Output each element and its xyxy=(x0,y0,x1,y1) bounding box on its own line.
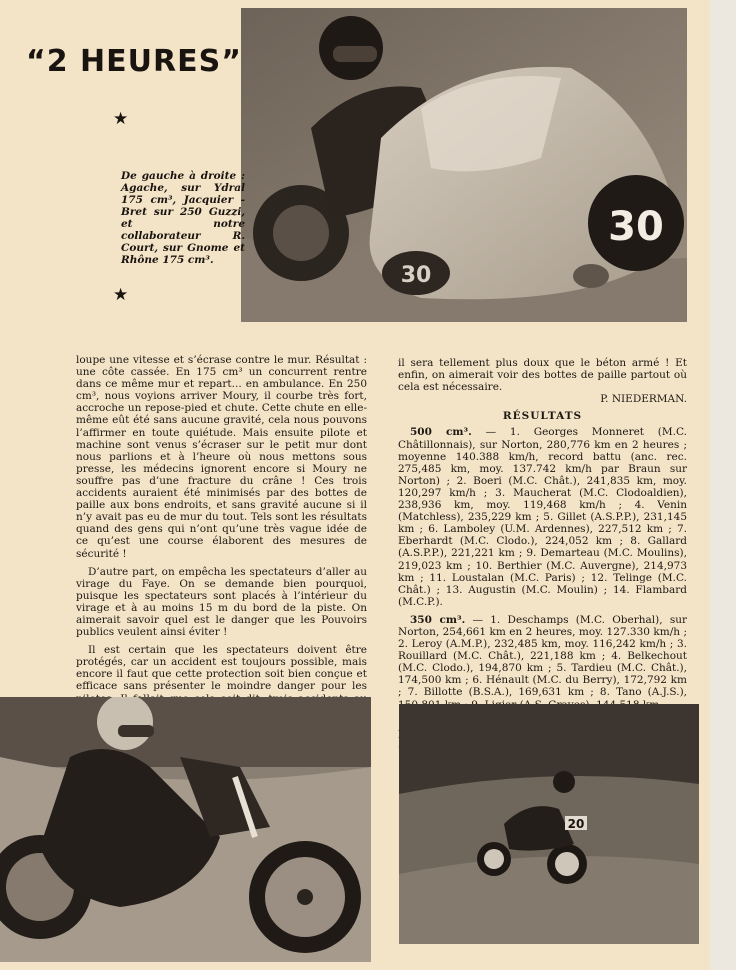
star-ornament-bottom: ★ xyxy=(113,285,129,305)
photo-top-motorcycle xyxy=(241,8,687,322)
results-text: — 1. Georges Monneret (M.C. Châtillonnais), sur Norton, 280,776 km en 2 heures ; moyenne 140.388 km/h, record battu (anc. rec. 275,485 km, moy. 137.742 km/h par Braun sur Norton) ; 2. Boeri (M.C. Chât.), 241,835 km, moy. 120,297 km/h ; 3. Maucherat (M.C. Clodoaldien), 238,936 km, moy. 119,468 km/h ; 4. Venin (Matchless), 235,229 km ; 5. Gillet (A.S.P.P.), 231,145 km ; 6. Lamboley (U.M. Ardennes), 227,512 km ; 7. Eberhardt (M.C. Clodo.), 224,052 km ; 8. Gallard (A.S.P.P.), 221,221 km ; 9. Demarteau (M.C. Moulins), 219,023 km ; 10. Berthier (M.C. Auvergne), 214,973 km ; 11. Loustalan (M.C. Paris) ; 12. Telinge (M.C. Chât.) ; 13. Augustin (M.C. Moulin) ; 14. Flambard (M.C.P.). xyxy=(398,426,687,608)
article-paragraph-1: loupe une vitesse et s’écrase contre le mur. Résultat : une côte cassée. En 175 cm³ un concurrent rentre dans ce même mur et repart... en ambulance. En 250 cm³, nous voyions arriver Moury, il courbe très fort, accroche un repose-pied et chute. Cette chute en elle-même eût été sans aucune gravité, cela nous pouvons l’affirmer en toute quiétude. Mais ensuite pilote et machine sont venus s’écraser sur le petit mur dont nous parlions et à l’heure où nous mettons sous presse, les médecins ignorent encore si Moury ne souffre pas d’une fracture du crâne ! Ces trois accidents auraient été minimisés par des bottes de paille aux bons endroits, et sans gravité aucune si il n’y avait pas eu de mur du tout. Tels sont les résultats quand des gens qui n’ont qu’une très vague idée de ce qu’est une course élaborent des mesures de sécurité ! xyxy=(76,354,367,560)
article-paragraph-3: Il est certain que les spectateurs doivent être protégés, car un accident est toujours possible, mais encore il faut que cette protection soit bien conçue et efficace sans présenter le moindre danger pour les xyxy=(76,644,367,693)
results-category-label: 500 cm³. xyxy=(410,426,472,439)
article-title: “2 HEURES” xyxy=(26,44,242,79)
article-right-column xyxy=(398,357,687,759)
photo-caption: De gauche à droite : Agache, sur Ydral 175 cm³, Jacquier - Bret sur 250 Guzzi, et notre collaborateur R. Court, sur Gnome et Rhône 175 cm³. xyxy=(121,170,245,266)
results-category-label: 350 cm³. xyxy=(410,613,466,626)
page-edge xyxy=(710,0,736,970)
results-500cc xyxy=(398,426,687,607)
results-heading: RÉSULTATS xyxy=(502,410,583,423)
number-plate-30: 30 xyxy=(608,204,664,250)
results-350cc xyxy=(398,614,687,711)
number-plate-20: 20 xyxy=(567,817,585,831)
results-text: — 1. Deschamps (M.C. Oberhal), sur Norton, 254,661 km en 2 heures, moy. 127.330 km/h ; 2. Leroy (A.M.P.), 232,485 km, moy. 116,242 km/h ; 3. Rouillard (M.C. Chât.), 221,188 km ; 4. Belkechout (M.C. Clodo.), 194,870 km ; 5. Tardieu (M.C. Chât.), 174,500 km ; 6. Hénault (M.C. du Berry), 172,792 km ; 7. Billotte (B.S.A.), 169,631 km ; 8. Tano (A.J.S.), xyxy=(398,613,687,699)
article-paragraph-4: il sera tellement plus doux que le béton armé ! Et enfin, on aimerait voir des bottes de paille partout où cela est nécessaire. xyxy=(398,357,687,394)
photo-bottom-right-motorcycle xyxy=(399,704,699,944)
author-signature: P. NIEDERMAN. xyxy=(600,393,687,406)
star-ornament-top: ★ xyxy=(113,109,129,129)
photo-bottom-left-motorcycle xyxy=(0,697,371,962)
article-paragraph-2: D’autre part, on empêcha les spectateurs d’aller au virage du Faye. On se demande bien pourquoi, puisque les spectateurs sont placés à l’intérieur du virage et à au moins 15 m du bord de la piste. On aimerait savoir quel est le danger que les Pouvoirs publics veulent ainsi éviter ! xyxy=(76,565,367,639)
number-plate-30-lower: 30 xyxy=(400,263,432,288)
